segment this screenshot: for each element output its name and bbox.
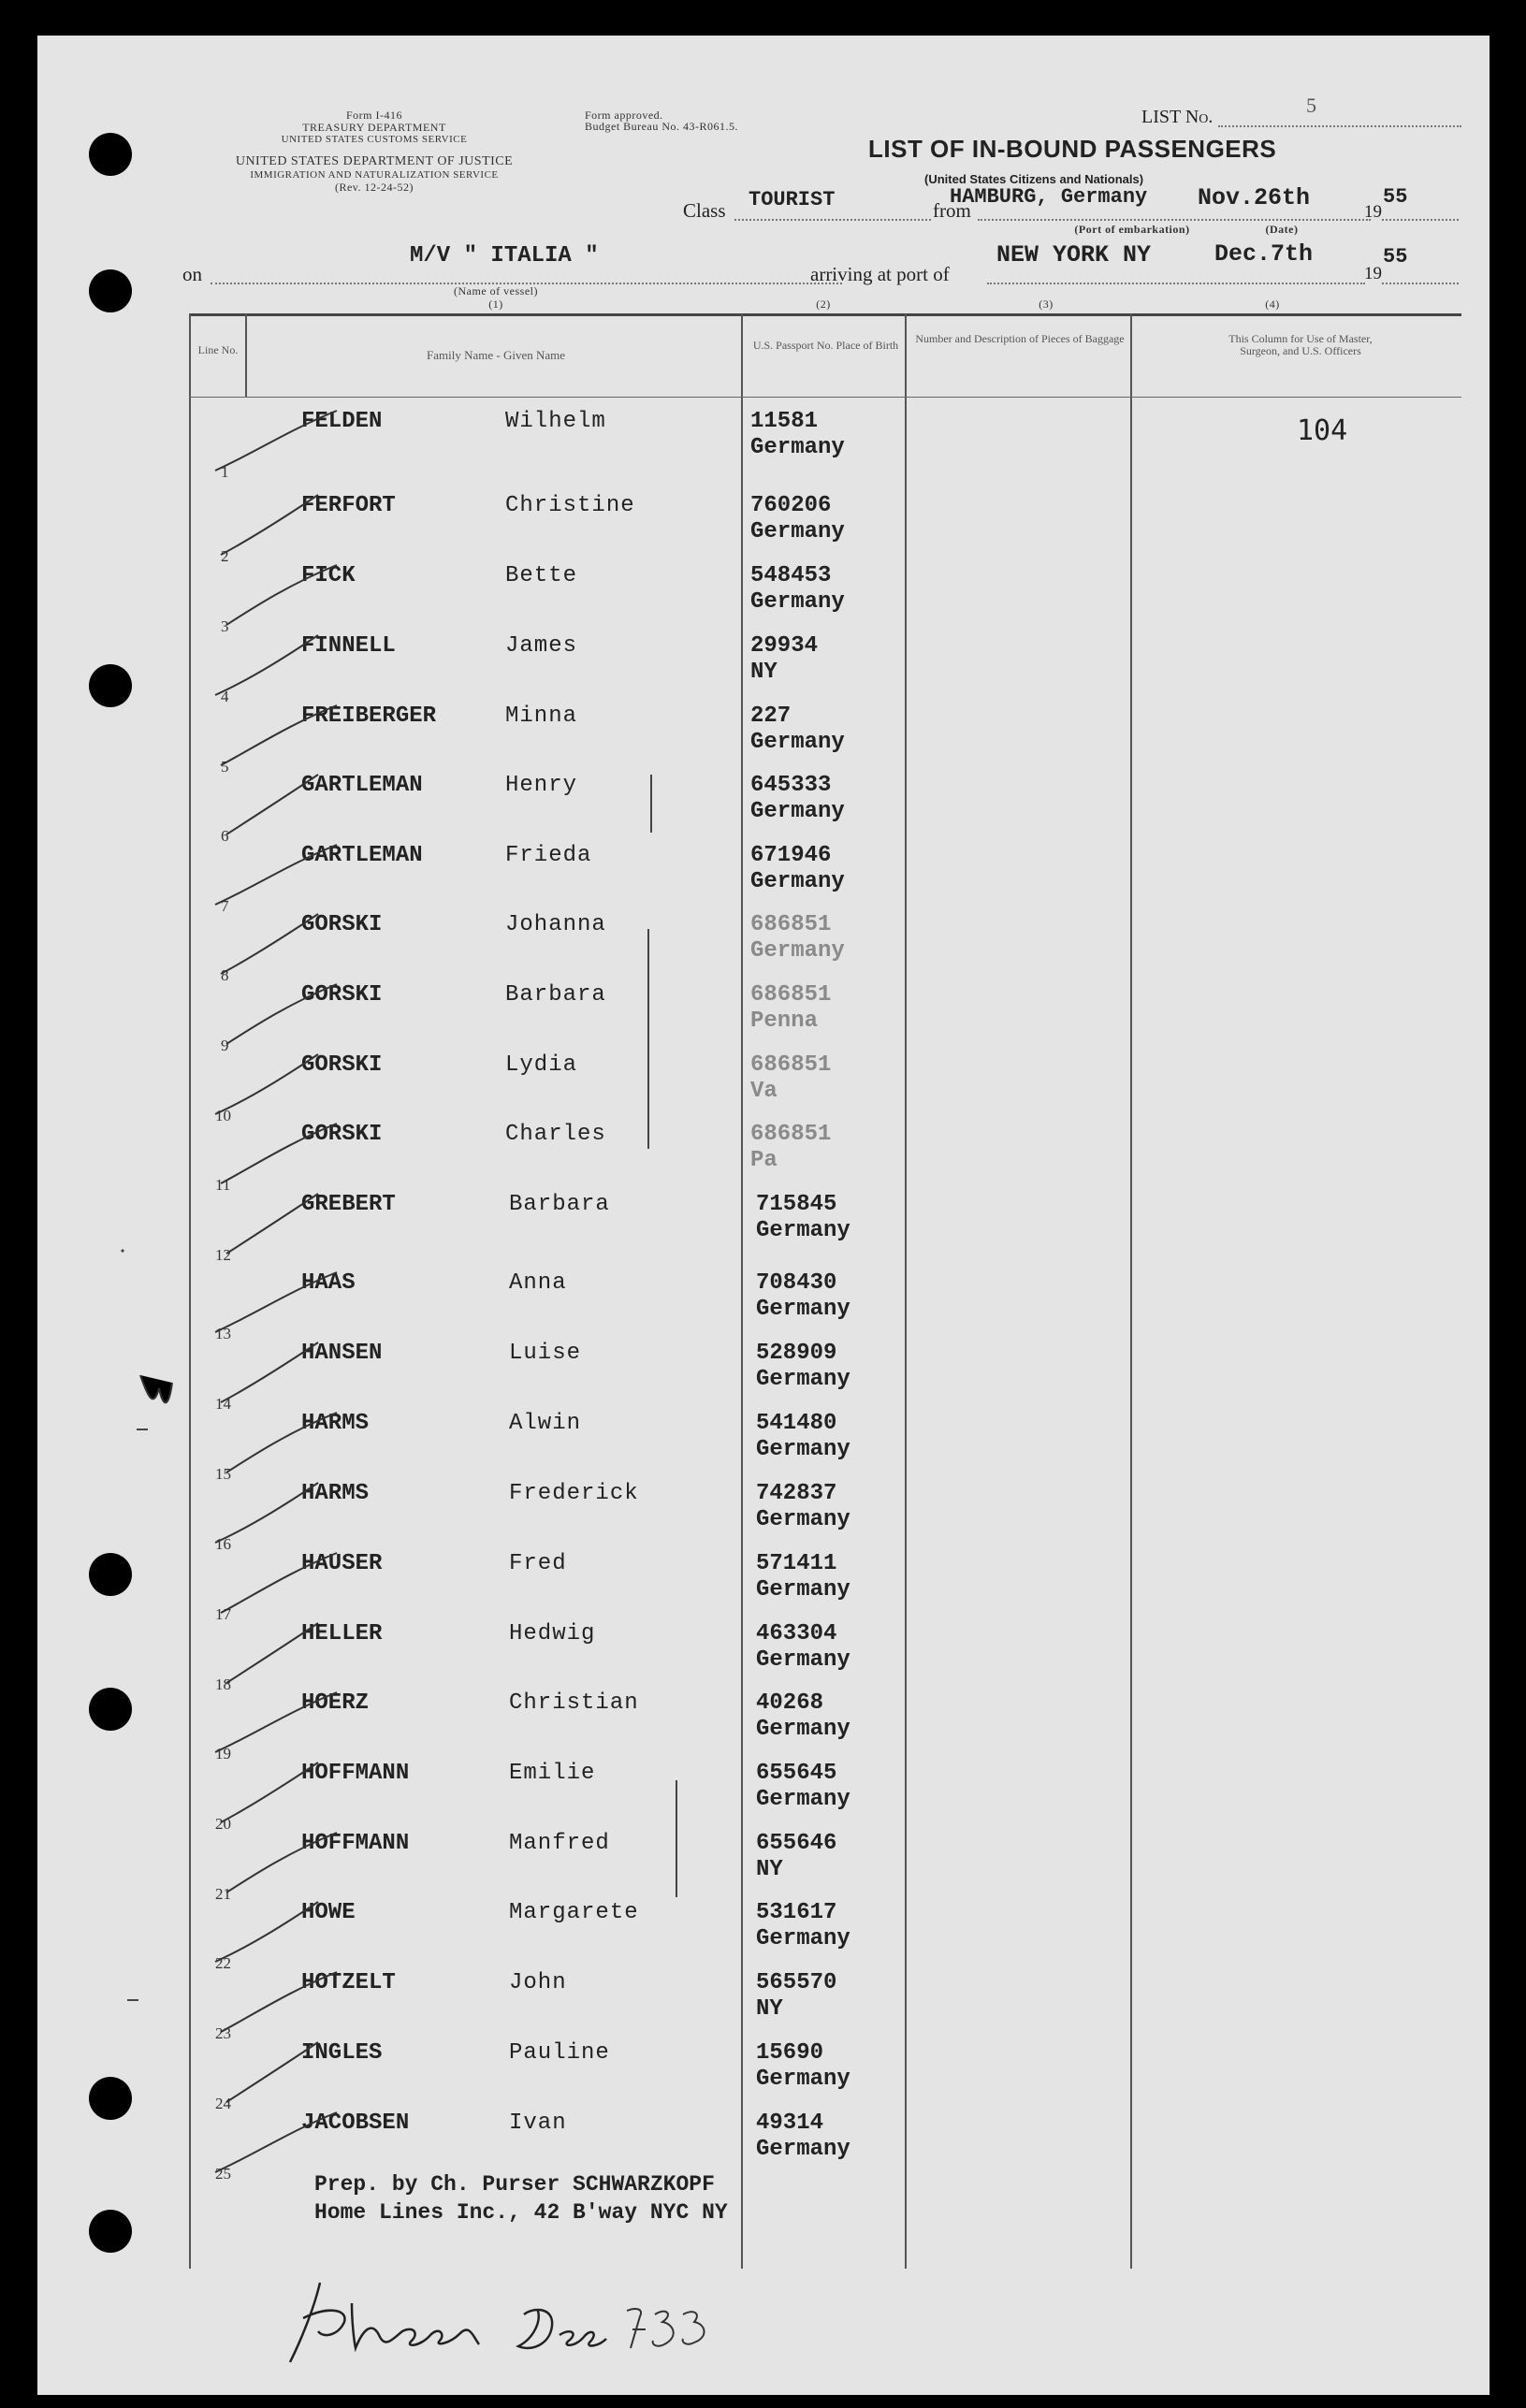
given-name: Barbara xyxy=(505,982,606,1008)
given-name: Emilie xyxy=(509,1761,596,1786)
given-name: Henry xyxy=(505,773,578,798)
family-name: FERFORT xyxy=(301,493,396,518)
arrival-year: 55 xyxy=(1383,245,1408,268)
family-name: GORSKI xyxy=(301,982,383,1008)
family-name: GREBERT xyxy=(301,1192,396,1217)
line-number: 12 xyxy=(215,1246,231,1264)
prepared-by: Prep. by Ch. Purser SCHWARZKOPF xyxy=(314,2172,715,2197)
family-name: GORSKI xyxy=(301,912,383,937)
birth-place: Germany xyxy=(750,589,845,615)
birth-place: Germany xyxy=(756,2137,850,2162)
birth-place: Pa xyxy=(750,1148,778,1173)
given-name: Frederick xyxy=(509,1481,639,1506)
customs-label: UNITED STATES CUSTOMS SERVICE xyxy=(281,134,468,145)
birth-place: Germany xyxy=(756,2067,850,2092)
birth-place: Germany xyxy=(756,1577,850,1603)
passport-number: 548453 xyxy=(750,563,832,588)
col-num-4: (4) xyxy=(1265,297,1280,311)
line-number: 15 xyxy=(215,1465,231,1483)
line-number: 24 xyxy=(215,2095,231,2112)
family-name: INGLES xyxy=(301,2040,383,2066)
given-name: Christian xyxy=(509,1690,639,1716)
passport-number: 227 xyxy=(750,704,792,729)
family-name: FREIBERGER xyxy=(301,704,437,729)
given-name: Luise xyxy=(509,1341,582,1366)
given-name: Minna xyxy=(505,704,578,729)
given-name: Christine xyxy=(505,493,635,518)
given-name: James xyxy=(505,633,578,659)
rev-label: (Rev. 12-24-52) xyxy=(334,181,414,194)
passport-number: 29934 xyxy=(750,633,819,659)
punch-hole-icon xyxy=(89,1553,132,1596)
from-label: from xyxy=(933,199,971,222)
given-name: Barbara xyxy=(509,1192,610,1217)
family-name: HOTZELT xyxy=(301,1970,396,1995)
departure-year: 55 xyxy=(1383,185,1408,209)
given-name: Wilhelm xyxy=(505,409,606,434)
passport-number: 708430 xyxy=(756,1270,837,1296)
given-name: Margarete xyxy=(509,1900,639,1925)
line-number: 16 xyxy=(215,1535,231,1553)
col-num-3: (3) xyxy=(1039,297,1054,311)
officer-note: 104 xyxy=(1297,414,1348,447)
col-header-officers: This Column for Use of Master, Surgeon, and U.S. Officers xyxy=(1228,332,1373,357)
col-header-passport: U.S. Passport No. Place of Birth xyxy=(752,339,899,352)
birth-place: NY xyxy=(756,1857,783,1882)
line-number: 19 xyxy=(215,1745,231,1762)
line-number: 2 xyxy=(221,547,229,565)
given-name: Anna xyxy=(509,1270,567,1296)
given-name: Manfred xyxy=(509,1831,610,1856)
justice-label: UNITED STATES DEPARTMENT OF JUSTICE xyxy=(235,154,514,168)
passport-number: 686851 xyxy=(750,1122,832,1147)
line-number: 10 xyxy=(215,1107,231,1124)
family-name: GARTLEMAN xyxy=(301,843,423,868)
given-name: Bette xyxy=(505,563,578,588)
departure-date: Nov.26th xyxy=(1198,184,1311,211)
birth-place: Germany xyxy=(756,1367,850,1392)
passport-number: 11581 xyxy=(750,409,819,434)
punch-hole-icon xyxy=(89,664,132,707)
line-number: 17 xyxy=(215,1605,231,1623)
passport-number: 571411 xyxy=(756,1551,837,1576)
family-name: HAAS xyxy=(301,1270,356,1296)
from-value: HAMBURG, Germany xyxy=(950,185,1148,209)
given-name: Johanna xyxy=(505,912,606,937)
class-label: Class xyxy=(683,199,726,222)
passport-number: 541480 xyxy=(756,1411,837,1436)
line-number: 1 xyxy=(221,463,229,481)
list-number: 5 xyxy=(1306,94,1316,117)
line-number: 9 xyxy=(221,1037,229,1054)
birth-place: NY xyxy=(750,660,778,685)
arrival-port: NEW YORK NY xyxy=(996,241,1152,268)
birth-place: Germany xyxy=(756,1297,850,1322)
passport-number: 715845 xyxy=(756,1192,837,1217)
manifest-page xyxy=(37,36,1490,2395)
year-prefix-2: 19 xyxy=(1364,264,1382,283)
given-name: Lydia xyxy=(505,1052,578,1078)
birth-place: Germany xyxy=(756,1218,850,1243)
punch-hole-icon xyxy=(89,133,132,176)
punch-hole-icon xyxy=(89,2210,132,2253)
passport-number: 686851 xyxy=(750,912,832,937)
family-name: HOERZ xyxy=(301,1690,370,1716)
given-name: Hedwig xyxy=(509,1621,596,1646)
birth-place: Germany xyxy=(750,519,845,544)
passport-number: 671946 xyxy=(750,843,832,868)
passport-number: 565570 xyxy=(756,1970,837,1995)
line-number: 11 xyxy=(215,1176,231,1194)
ins-label: IMMIGRATION AND NATURALIZATION SERVICE xyxy=(250,169,499,181)
family-name: GORSKI xyxy=(301,1052,383,1078)
date-caption: (Date) xyxy=(1265,223,1299,236)
company-line: Home Lines Inc., 42 B'way NYC NY xyxy=(314,2200,728,2225)
birth-place: Germany xyxy=(756,1437,850,1462)
passport-number: 463304 xyxy=(756,1621,837,1646)
punch-hole-icon xyxy=(89,2077,132,2120)
birth-place: NY xyxy=(756,1996,783,2022)
vessel-caption: (Name of vessel) xyxy=(454,284,538,297)
family-name: HANSEN xyxy=(301,1341,383,1366)
year-prefix-1: 19 xyxy=(1364,202,1382,222)
birth-place: Germany xyxy=(756,1647,850,1673)
family-name: GORSKI xyxy=(301,1122,383,1147)
family-name: HARMS xyxy=(301,1481,370,1506)
passport-number: 655646 xyxy=(756,1831,837,1856)
line-number: 14 xyxy=(215,1395,231,1413)
line-number: 6 xyxy=(221,827,229,845)
line-number: 18 xyxy=(215,1675,231,1693)
family-name: FICK xyxy=(301,563,356,588)
passport-number: 686851 xyxy=(750,1052,832,1078)
birth-place: Germany xyxy=(750,730,845,755)
birth-place: Germany xyxy=(756,1717,850,1742)
family-name: HELLER xyxy=(301,1621,383,1646)
line-number: 20 xyxy=(215,1815,231,1833)
family-name: JACOBSEN xyxy=(301,2111,410,2136)
birth-place: Germany xyxy=(756,1787,850,1812)
col-header-line-no: Line No. xyxy=(197,343,239,356)
vessel-name: M/V " ITALIA " xyxy=(410,243,599,268)
birth-place: Germany xyxy=(750,938,845,964)
passport-number: 15690 xyxy=(756,2040,824,2066)
given-name: Pauline xyxy=(509,2040,610,2066)
family-name: HOWE xyxy=(301,1900,356,1925)
birth-place: Germany xyxy=(756,1507,850,1532)
col-num-2: (2) xyxy=(816,297,831,311)
given-name: Frieda xyxy=(505,843,592,868)
given-name: Ivan xyxy=(509,2111,567,2136)
line-number: 7 xyxy=(221,897,229,915)
line-number: 3 xyxy=(221,617,229,635)
passport-number: 760206 xyxy=(750,493,832,518)
line-number: 8 xyxy=(221,966,229,984)
passport-number: 655645 xyxy=(756,1761,837,1786)
passport-number: 531617 xyxy=(756,1900,837,1925)
birth-place: Germany xyxy=(750,869,845,894)
family-name: GARTLEMAN xyxy=(301,773,423,798)
port-caption: (Port of embarkation) xyxy=(1074,223,1190,236)
arriving-label: arriving at port of xyxy=(810,263,950,285)
line-number: 21 xyxy=(215,1885,231,1903)
line-number: 23 xyxy=(215,2024,231,2042)
given-name: Alwin xyxy=(509,1411,582,1436)
birth-place: Germany xyxy=(750,435,845,460)
passport-number: 686851 xyxy=(750,982,832,1008)
page-title: LIST OF IN-BOUND PASSENGERS xyxy=(868,135,1277,163)
family-name: HOFFMANN xyxy=(301,1761,410,1786)
line-number: 25 xyxy=(215,2165,231,2183)
form-number: Form I-416 xyxy=(346,109,402,122)
line-number: 22 xyxy=(215,1954,231,1972)
passport-number: 742837 xyxy=(756,1481,837,1506)
list-label: LIST No. xyxy=(1141,107,1214,127)
col-header-baggage: Number and Description of Pieces of Baggage xyxy=(915,332,1125,345)
line-number: 4 xyxy=(221,688,229,705)
family-name: HOFFMANN xyxy=(301,1831,410,1856)
budget-bureau: Budget Bureau No. 43-R061.5. xyxy=(585,120,738,133)
birth-place: Germany xyxy=(750,799,845,824)
passport-number: 528909 xyxy=(756,1341,837,1366)
table-top-rule xyxy=(189,313,1461,316)
treasury-label: TREASURY DEPARTMENT xyxy=(302,121,446,134)
on-label: on xyxy=(182,263,202,285)
line-number: 5 xyxy=(221,758,229,776)
birth-place: Va xyxy=(750,1079,778,1104)
signature xyxy=(262,2255,748,2376)
given-name: Fred xyxy=(509,1551,567,1576)
punch-hole-icon xyxy=(89,1688,132,1731)
page-subtitle: (United States Citizens and Nationals) xyxy=(924,172,1144,186)
punch-hole-icon xyxy=(89,269,132,312)
col-num-1: (1) xyxy=(488,297,503,311)
arrival-date: Dec.7th xyxy=(1214,240,1314,268)
family-name: HAUSER xyxy=(301,1551,383,1576)
passport-number: 645333 xyxy=(750,773,832,798)
class-value: TOURIST xyxy=(748,188,836,211)
family-name: HARMS xyxy=(301,1411,370,1436)
form-approved: Form approved. xyxy=(585,109,663,122)
line-number: 13 xyxy=(215,1325,231,1342)
family-name: FINNELL xyxy=(301,633,396,659)
given-name: John xyxy=(509,1970,567,1995)
given-name: Charles xyxy=(505,1122,606,1147)
birth-place: Penna xyxy=(750,1008,819,1034)
passport-number: 40268 xyxy=(756,1690,824,1716)
col-header-name: Family Name - Given Name xyxy=(426,348,565,362)
family-name: FELDEN xyxy=(301,409,383,434)
passport-number: 49314 xyxy=(756,2111,824,2136)
birth-place: Germany xyxy=(756,1926,850,1951)
